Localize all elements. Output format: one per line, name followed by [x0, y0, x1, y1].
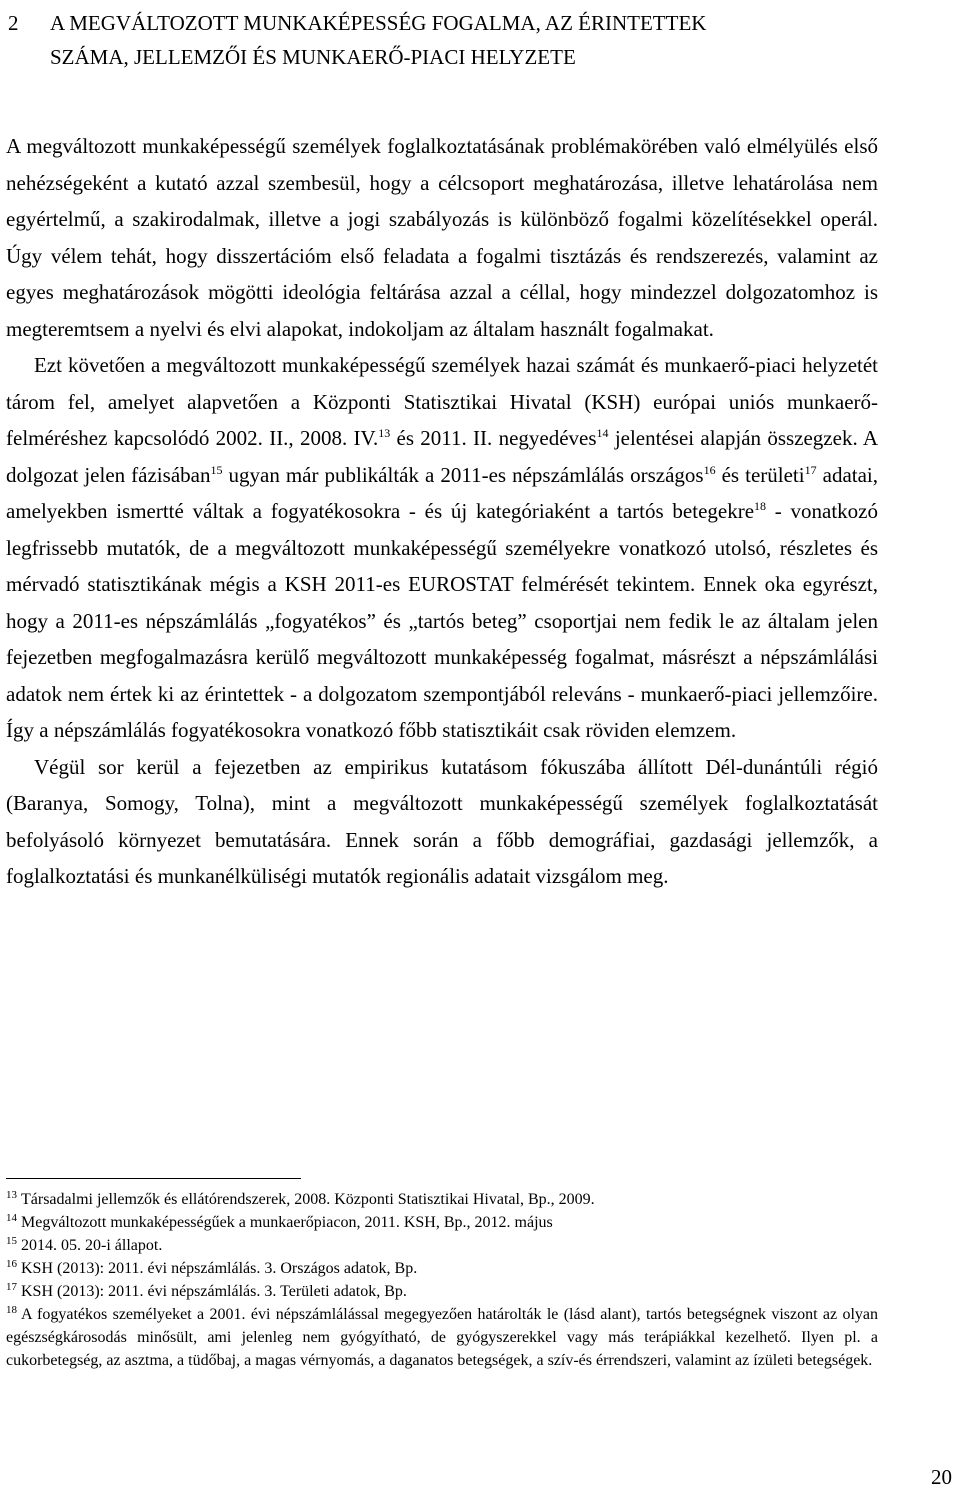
paragraph-3: Végül sor kerül a fejezetben az empirikus kutatásom fókuszába állított Dél-dunántúli régió (Baranya, Somogy, Tolna), mint a megváltozott munkaképességű személyek foglalkoztatását befolyásoló környezet bemutatására. Ennek során a főbb demográfiai, gazdasági jellemzők, a foglalkoztatási és munkanélküliségi mutatók regionális adatait vizsgálom meg.: [6, 754, 878, 888]
footnote-ref-15[interactable]: 15: [210, 462, 223, 477]
footnote-17: [6, 1280, 878, 1303]
footnote-ref-14[interactable]: 14: [596, 426, 609, 440]
paragraph-2-part-f: adatai, amelyekben ismertté váltak a fogyatékosokra - és új kategóriaként a tartós betegekre: [6, 462, 879, 523]
footnote-15: [6, 1234, 878, 1257]
footnote-separator: [6, 1178, 301, 1179]
footnote-number: 15: [6, 1234, 17, 1247]
paragraph-2-part-e: és területi: [715, 462, 805, 487]
footnote-ref-16[interactable]: 16: [703, 462, 716, 477]
footnote-text: KSH (2013): 2011. évi népszámlálás. 3. Országos adatok, Bp.: [21, 1260, 418, 1277]
footnote-number: 13: [6, 1188, 17, 1201]
footnote-16: [6, 1257, 878, 1280]
footnote-text: 2014. 05. 20-i állapot.: [21, 1237, 163, 1254]
footnote-13: [6, 1188, 878, 1211]
footnote-text: A fogyatékos személyeket a 2001. évi népszámlálással megegyezően határolták le (lásd alant), tartós betegségnek viszont az olyan egészségkárosodás minősült, ami jelenleg nem gyógyítható, de gyógyszerekkel vagy más terápiákkal kezelhető. Ilyen pl. a cukorbetegség, az asztma, a tüdőbaj, a magas vérnyomás, a daganatos betegségek, a szív-és érrendszeri, valamint az ízületi betegségek.: [6, 1306, 878, 1369]
chapter-heading: [8, 6, 948, 74]
footnote-text: Társadalmi jellemzők és ellátórendszerek, 2008. Központi Statisztikai Hivatal, Bp., 2009.: [21, 1191, 595, 1208]
footnote-number: 18: [6, 1303, 17, 1316]
footnote-18: [6, 1303, 878, 1372]
footnote-ref-18[interactable]: 18: [754, 499, 767, 513]
paragraph-2-part-d: ugyan már publikálták a 2011-es népszámlálás országos: [222, 462, 704, 487]
chapter-number: 2: [8, 11, 19, 35]
paragraph-2: [6, 347, 878, 749]
footnote-number: 14: [6, 1211, 17, 1224]
paragraph-2-part-c: jelentései alapján összegzek. A dolgozat jelen fázisában: [6, 426, 878, 487]
paragraph-2-part-a: Ezt követően a megváltozott munkaképességű személyek hazai számát és munkaerő-piaci helyzetét tárom fel, amelyet alapvetően a Központi Statisztikai Hivatal (KSH) európai uniós munkaerő-felméréshez kapcsolódó 2002. II., 2008. IV.: [6, 353, 878, 450]
footnote-ref-17[interactable]: 17: [804, 462, 817, 477]
body-text: [6, 128, 878, 895]
footnotes: [6, 1188, 878, 1372]
paragraph-1: A megváltozott munkaképességű személyek foglalkoztatásának problémakörében való elmélyülés első nehézségeként a kutató azzal szembesül, hogy a célcsoport meghatározása, illetve lehatárolása nem egyértelmű, a szakirodalmak, illetve a jogi szabályozás is különböző fogalmi közelítésekkel operál. Úgy vélem tehát, hogy disszertációm első feladata a fogalmi tisztázás és rendszerezés, valamint az egyes meghatározások mögötti ideológia feltárása azzal a céllal, hogy mindezzel dolgozatomhoz is megteremtsem a nyelvi és elvi alapokat, indokoljam az általam használt fogalmakat.: [6, 134, 878, 341]
page-number: 20: [931, 1465, 952, 1489]
footnote-text: KSH (2013): 2011. évi népszámlálás. 3. Területi adatok, Bp.: [21, 1283, 407, 1300]
paragraph-2-part-g: - vonatkozó legfrissebb mutatók, de a megváltozott munkaképességű személyekre vonatkozó utolsó, részletes és mérvadó statisztikának mégis a KSH 2011-es EUROSTAT felmérését tekintem. Ennek oka egyrészt, hogy a 2011-es népszámlálás „fogyatékos” és „tartós beteg” csoportjai nem fedik le az általam jelen fejezetben megfogalmazásra kerülő megváltozott munkaképesség fogalmat, másrészt a népszámlálási adatok nem értek ki az érintettek - a dolgozatom szempontjából releváns - munkaerő-piaci jellemzőire. Így a népszámlálás fogyatékosokra vonatkozó főbb statisztikáit csak röviden elemzem.: [6, 499, 878, 742]
chapter-title-line-1: A MEGVÁLTOZOTT MUNKAKÉPESSÉG FOGALMA, AZ ÉRINTETTEK: [50, 11, 707, 35]
chapter-title-line-2: SZÁMA, JELLEMZŐI ÉS MUNKAERŐ-PIACI HELYZETE: [50, 45, 576, 69]
footnote-number: 17: [6, 1280, 17, 1293]
paragraph-2-part-b: és 2011. II. negyedéves: [390, 426, 597, 450]
footnote-ref-13[interactable]: 13: [378, 426, 391, 440]
footnote-number: 16: [6, 1257, 17, 1270]
footnote-14: [6, 1211, 878, 1234]
footnote-text: Megváltozott munkaképességűek a munkaerőpiacon, 2011. KSH, Bp., 2012. május: [21, 1214, 553, 1231]
